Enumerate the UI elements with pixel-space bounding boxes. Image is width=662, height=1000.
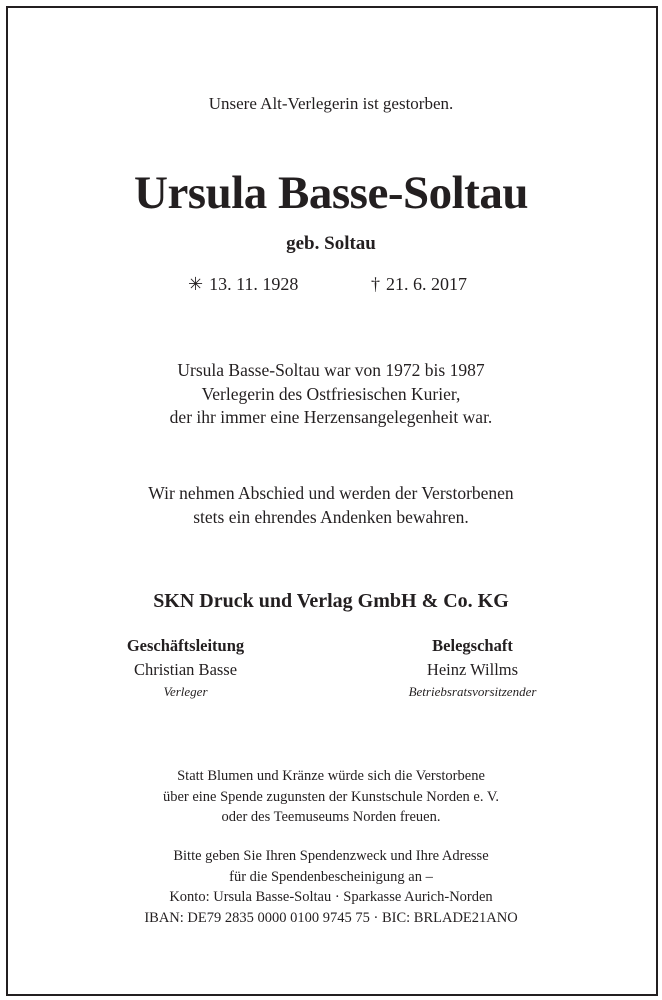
signatory-role: Verleger bbox=[163, 684, 208, 699]
tribute-paragraph bbox=[0, 359, 662, 430]
death-date-value: 21. 6. 2017 bbox=[386, 274, 467, 294]
death-cross-icon: † bbox=[371, 274, 380, 294]
signatory-management bbox=[103, 634, 268, 702]
signatory-heading: Belegschaft bbox=[432, 636, 513, 655]
farewell-paragraph bbox=[0, 482, 662, 529]
death-date bbox=[371, 274, 467, 295]
tribute-line: Ursula Basse-Soltau war von 1972 bis 1987 bbox=[177, 360, 485, 380]
signatory-role: Betriebsratsvorsitzender bbox=[408, 684, 537, 699]
intro-text: Unsere Alt-Verlegerin ist gestorben. bbox=[208, 94, 454, 113]
maiden-name: geb. Soltau bbox=[286, 233, 376, 254]
tribute-line: Verlegerin des Ostfriesischen Kurier, bbox=[201, 383, 461, 404]
iban-line: IBAN: DE79 2835 0000 0100 9745 75 · BIC: BRLADE21ANO bbox=[144, 909, 518, 926]
donation-note-line: Statt Blumen und Kränze würde sich die Verstorbene bbox=[177, 768, 485, 784]
signatory-name: Christian Basse bbox=[133, 660, 238, 679]
tribute-line: der ihr immer eine Herzensangelegenheit war. bbox=[169, 407, 493, 427]
donation-details bbox=[0, 846, 662, 928]
donation-details-line: Bitte geben Sie Ihren Spendenzweck und Ihre Adresse bbox=[173, 848, 489, 864]
farewell-line: Wir nehmen Abschied und werden der Verstorbenen bbox=[148, 483, 514, 503]
donation-note bbox=[0, 766, 662, 828]
signatory-heading: Geschäftsleitung bbox=[126, 636, 245, 655]
donation-details-line: für die Spendenbescheinigung an – bbox=[229, 868, 433, 885]
farewell-line: stets ein ehrendes Andenken bewahren. bbox=[193, 506, 469, 527]
signatory-name: Heinz Willms bbox=[426, 660, 519, 679]
birth-date bbox=[188, 274, 298, 295]
company-name: SKN Druck und Verlag GmbH & Co. KG bbox=[153, 590, 509, 612]
donation-note-line: oder des Teemuseums Norden freuen. bbox=[221, 809, 441, 825]
donation-note-line: über eine Spende zugunsten der Kunstschule Norden e. V. bbox=[162, 788, 500, 805]
birth-star-icon: ✳ bbox=[188, 274, 204, 294]
deceased-name: Ursula Basse-Soltau bbox=[134, 167, 528, 219]
signatory-staff bbox=[380, 634, 565, 702]
bank-account-line: Konto: Ursula Basse-Soltau · Sparkasse Aurich-Norden bbox=[169, 889, 493, 905]
birth-date-value: 13. 11. 1928 bbox=[209, 274, 299, 294]
